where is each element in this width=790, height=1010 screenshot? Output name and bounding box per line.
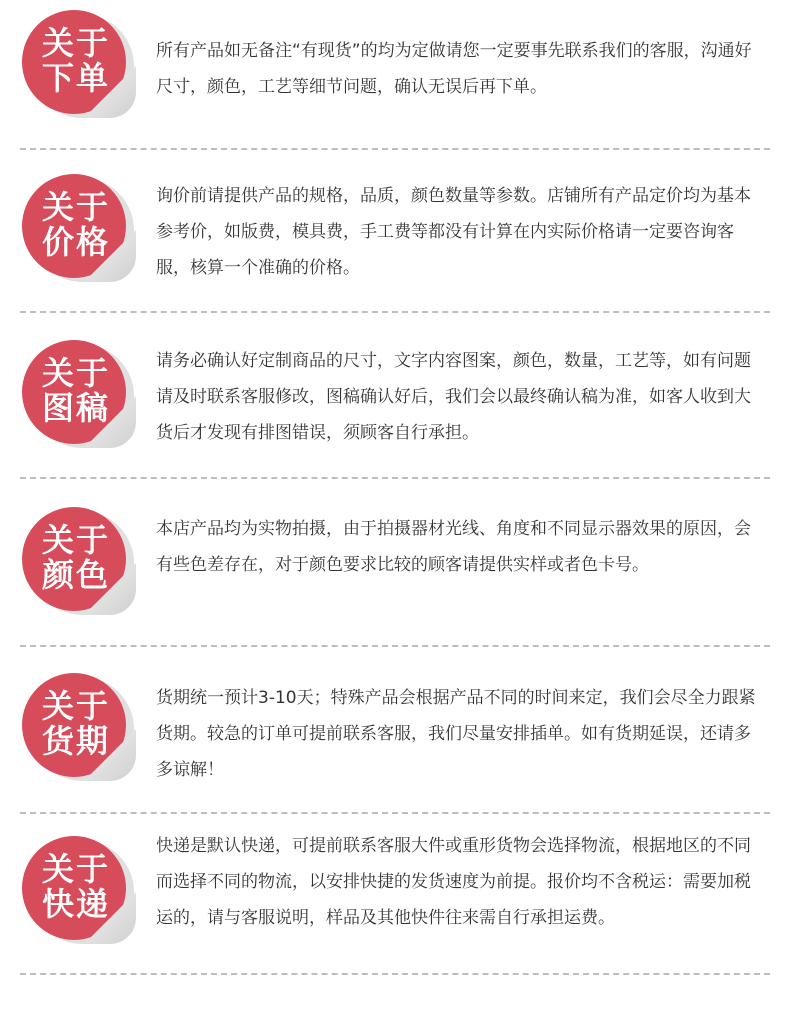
divider: [20, 973, 770, 975]
divider: [20, 645, 770, 647]
badge-line2: 货期: [41, 722, 110, 760]
section-text-express: 快递是默认快递，可提前联系客服大件或重形货物会选择物流，根据地区的不同而选择不同的物流，以安排快捷的发货速度为前提。报价均不含税运：需要加税运的，请与客服说明，样品及其他快件往来需自行承担运费。: [156, 836, 751, 928]
badge-line1: 关于: [41, 687, 110, 725]
section-text-artwork: 请务必确认好定制商品的尺寸，文字内容图案，颜色，数量，工艺等，如有问题请及时联系客服修改，图稿确认好后，我们会以最终确认稿为准，如客人收到大货后才发现有排图错误，须顾客自行承担。: [156, 351, 751, 443]
badge-line2: 图稿: [41, 389, 110, 427]
section-text-color: 本店产品均为实物拍摄，由于拍摄器材光线、角度和不同显示器效果的原因，会有些色差存在，对于颜色要求比较的顾客请提供实样或者色卡号。: [156, 519, 751, 575]
divider: [20, 311, 770, 313]
badge-line1: 关于: [41, 354, 110, 392]
badge-order: [22, 10, 126, 114]
section-text-order: 所有产品如无备注“有现货”的均为定做请您一定要事先联系我们的客服，沟通好尺寸，颜色，工艺等细节问题，确认无误后再下单。: [156, 41, 752, 97]
divider: [20, 148, 770, 150]
badge-line1: 关于: [41, 521, 110, 559]
badge-artwork: [22, 340, 126, 444]
badge-price: [22, 174, 126, 278]
section-text-price: 询价前请提供产品的规格，品质，颜色数量等参数。店铺所有产品定价均为基本参考价，如版费，模具费，手工费等都没有计算在内实际价格请一定要咨询客服，核算一个准确的价格。: [156, 186, 751, 278]
badge-color: [22, 507, 126, 611]
badge-line1: 关于: [41, 850, 110, 888]
badge-line1: 关于: [41, 188, 110, 226]
badge-line2: 快递: [41, 885, 110, 923]
section-text-delivery-time: 货期统一预计3-10天；特殊产品会根据产品不同的时间来定，我们会尽全力跟紧货期。较急的订单可提前联系客服，我们尽量安排插单。如有货期延误，还请多多谅解！: [156, 688, 756, 780]
badge-line2: 颜色: [41, 556, 110, 594]
badge-line2: 价格: [41, 223, 110, 261]
badge-line1: 关于: [41, 24, 110, 62]
badge-line2: 下单: [41, 59, 110, 97]
divider: [20, 477, 770, 479]
badge-delivery-time: [22, 673, 126, 777]
divider: [20, 812, 770, 814]
badge-express: [22, 836, 126, 940]
